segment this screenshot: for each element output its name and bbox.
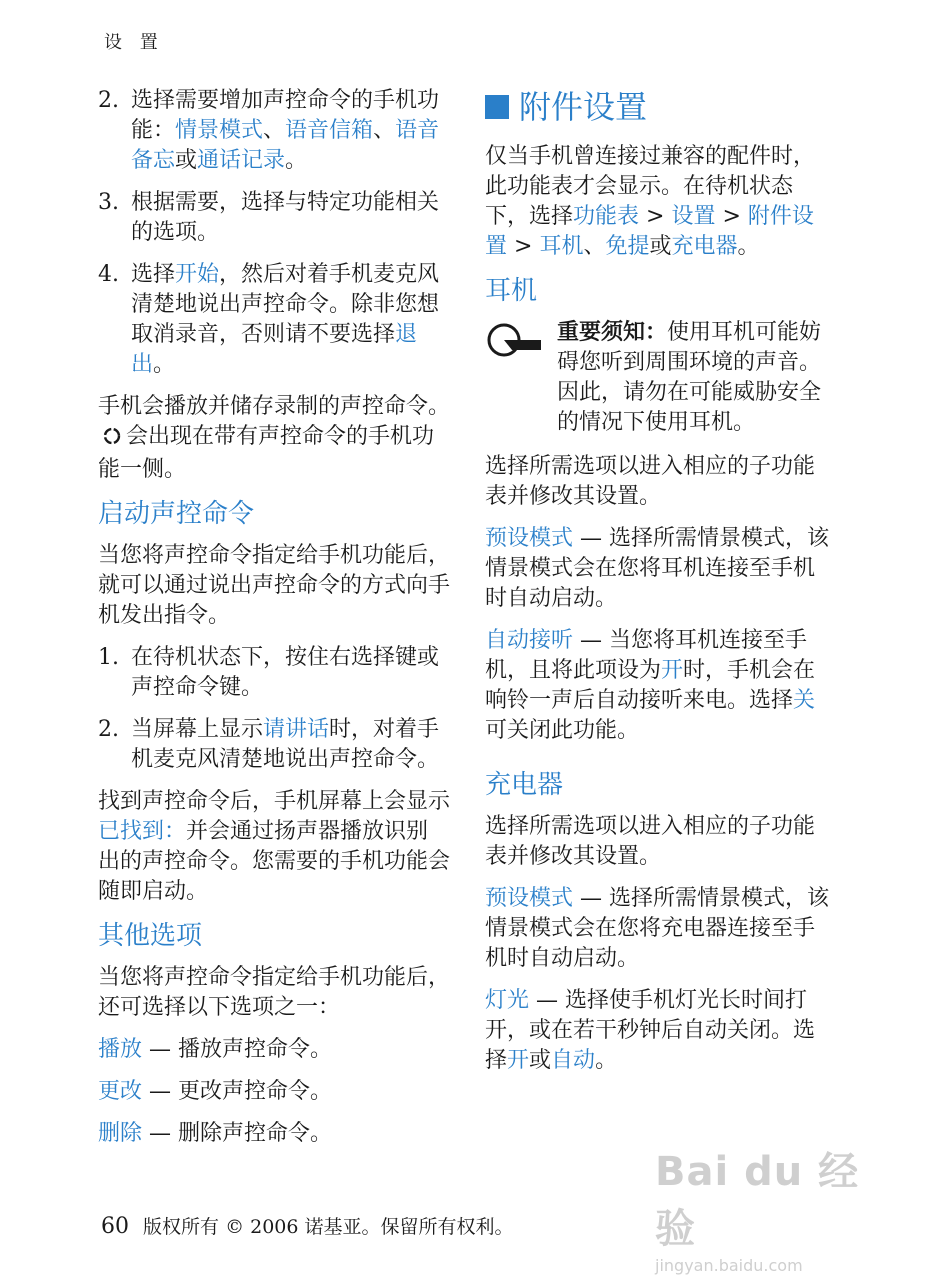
section-square-icon bbox=[485, 95, 509, 119]
inline-text: 仅当手机曾连接过兼容的配件时，此功能表才会显示。在待机状态下，选择 bbox=[485, 144, 816, 229]
charger-item-profile bbox=[485, 884, 835, 974]
charger-item-lights bbox=[485, 986, 835, 1076]
inline-link: 灯光 bbox=[485, 988, 530, 1013]
heading-start-voice-command: 启动声控命令 bbox=[98, 499, 255, 529]
inline-link: 开 bbox=[661, 658, 684, 683]
inline-link: 播放 bbox=[98, 1037, 143, 1062]
step-list-b bbox=[98, 643, 450, 775]
inline-link: 删除 bbox=[98, 1121, 143, 1146]
inline-link: 预设模式 bbox=[485, 886, 574, 911]
inline-text: — 选择使手机灯光长时间打开，或在若干秒钟后自动关闭。选择 bbox=[485, 988, 816, 1073]
inline-text: 可关闭此功能。 bbox=[485, 718, 640, 743]
inline-link: 情景模式 bbox=[175, 118, 264, 143]
inline-link: 开始 bbox=[175, 262, 220, 287]
inline-text: 、 bbox=[263, 118, 286, 143]
inline-text: 选择 bbox=[131, 262, 176, 287]
watermark bbox=[655, 1140, 885, 1275]
inline-link: 更改 bbox=[98, 1079, 143, 1104]
inline-link: 已找到： bbox=[98, 819, 187, 844]
warning-hand-icon bbox=[485, 320, 543, 364]
inline-text: 找到声控命令后，手机屏幕上会显示 bbox=[98, 789, 451, 814]
voice-command-icon bbox=[102, 425, 122, 455]
note-text bbox=[557, 318, 835, 438]
inline-text: > bbox=[715, 204, 748, 229]
left-column bbox=[98, 86, 450, 1161]
inline-text: 选择需要增加声控命令的手机功能： bbox=[131, 88, 440, 143]
inline-text: 时，对着手机麦克风清楚地说出声控命令。 bbox=[131, 717, 440, 772]
headset-item-autoanswer bbox=[485, 626, 835, 746]
inline-text: — 更改声控命令。 bbox=[142, 1079, 333, 1104]
right-column bbox=[485, 86, 835, 1088]
paragraph-charger-intro: 选择所需选项以进入相应的子功能表并修改其设置。 bbox=[485, 814, 816, 869]
inline-link: 关 bbox=[793, 688, 816, 713]
list-item bbox=[98, 643, 450, 703]
page-number: 60 bbox=[101, 1214, 129, 1239]
inline-link: 语音信箱 bbox=[285, 118, 374, 143]
inline-link: 自动 bbox=[551, 1048, 596, 1073]
running-header: 设 置 bbox=[104, 32, 164, 53]
inline-link: 耳机 bbox=[539, 234, 584, 259]
list-number: 4. bbox=[98, 262, 119, 287]
copyright: 版权所有 © 2006 诺基亚。保留所有权利。 bbox=[143, 1216, 514, 1238]
inline-link: 设置 bbox=[671, 204, 716, 229]
inline-link: 附件设置 bbox=[485, 204, 814, 259]
page-footer bbox=[101, 1212, 514, 1239]
inline-text: 当屏幕上显示 bbox=[131, 717, 264, 742]
option-change bbox=[98, 1077, 450, 1107]
inline-text: 在待机状态下，按住右选择键或声控命令键。 bbox=[131, 645, 440, 700]
paragraph-start-intro: 当您将声控命令指定给手机功能后，就可以通过说出声控命令的方式向手机发出指令。 bbox=[98, 543, 451, 628]
inline-text: — 当您将耳机连接至手机，且将此项设为 bbox=[485, 628, 808, 683]
option-play bbox=[98, 1035, 450, 1065]
list-number: 2. bbox=[98, 88, 119, 113]
inline-text: — 播放声控命令。 bbox=[142, 1037, 333, 1062]
list-item bbox=[98, 260, 450, 380]
heading-charger: 充电器 bbox=[485, 770, 564, 800]
inline-link: 免提 bbox=[605, 234, 650, 259]
heading-headset: 耳机 bbox=[485, 276, 538, 306]
list-number: 3. bbox=[98, 190, 119, 215]
inline-text: ，然后对着手机麦克风清楚地说出声控命令。除非您想取消录音，否则请不要选择 bbox=[131, 262, 440, 347]
section-title: 附件设置 bbox=[485, 86, 835, 128]
paragraph-options-intro: 当您将声控命令指定给手机功能后，还可选择以下选项之一： bbox=[98, 965, 451, 1020]
inline-link: 预设模式 bbox=[485, 526, 574, 551]
inline-text: 时，手机会在响铃一声后自动接听来电。选择 bbox=[485, 658, 816, 713]
inline-text: > bbox=[639, 204, 672, 229]
inline-link: 充电器 bbox=[671, 234, 738, 259]
inline-text: — 删除声控命令。 bbox=[142, 1121, 333, 1146]
watermark-logo: Bai du 经验 bbox=[655, 1149, 860, 1252]
inline-text: 。 bbox=[285, 148, 308, 173]
inline-link: 开 bbox=[507, 1048, 530, 1073]
inline-text: 或 bbox=[649, 234, 672, 259]
inline-link: 通话记录 bbox=[197, 148, 286, 173]
important-note bbox=[485, 318, 835, 438]
paragraph-playback: 手机会播放并储存录制的声控命令。会出现在带有声控命令的手机功能一侧。 bbox=[98, 394, 451, 482]
inline-text: 。 bbox=[153, 352, 176, 377]
paragraph-headset-intro: 选择所需选项以进入相应的子功能表并修改其设置。 bbox=[485, 454, 816, 509]
paragraph-accessory-intro bbox=[485, 142, 835, 262]
paragraph-found bbox=[98, 787, 450, 907]
inline-text: 、 bbox=[373, 118, 396, 143]
inline-link: 语音备忘 bbox=[131, 118, 440, 173]
inline-text: — 选择所需情景模式，该情景模式会在您将充电器连接至手机时自动启动。 bbox=[485, 886, 830, 971]
inline-text: 并会通过扬声器播放识别出的声控命令。您需要的手机功能会随即启动。 bbox=[98, 819, 451, 904]
bold-label: 重要须知： bbox=[557, 320, 668, 345]
inline-text: 使用耳机可能妨碍您听到周围环境的声音。因此，请勿在可能威胁安全的情况下使用耳机。 bbox=[557, 320, 822, 435]
heading-other-options: 其他选项 bbox=[98, 921, 203, 951]
inline-link: 功能表 bbox=[573, 204, 640, 229]
inline-link: 请讲话 bbox=[263, 717, 330, 742]
option-delete bbox=[98, 1119, 450, 1149]
step-list-a bbox=[98, 86, 450, 380]
inline-text: 或 bbox=[175, 148, 198, 173]
list-item bbox=[98, 188, 450, 248]
inline-link: 退出 bbox=[131, 322, 418, 377]
list-number: 2. bbox=[98, 717, 119, 742]
inline-text: 。 bbox=[595, 1048, 618, 1073]
inline-text: 。 bbox=[737, 234, 760, 259]
list-number: 1. bbox=[98, 645, 119, 670]
inline-text: 或 bbox=[529, 1048, 552, 1073]
list-item bbox=[98, 715, 450, 775]
inline-link: 自动接听 bbox=[485, 628, 574, 653]
list-item bbox=[98, 86, 450, 176]
inline-text: — 选择所需情景模式，该情景模式会在您将耳机连接至手机时自动启动。 bbox=[485, 526, 830, 611]
watermark-url: jingyan.baidu.com bbox=[655, 1256, 803, 1275]
inline-text: 、 bbox=[583, 234, 606, 259]
inline-text: > bbox=[507, 234, 540, 259]
inline-text: 根据需要，选择与特定功能相关的选项。 bbox=[131, 190, 440, 245]
headset-item-profile bbox=[485, 524, 835, 614]
